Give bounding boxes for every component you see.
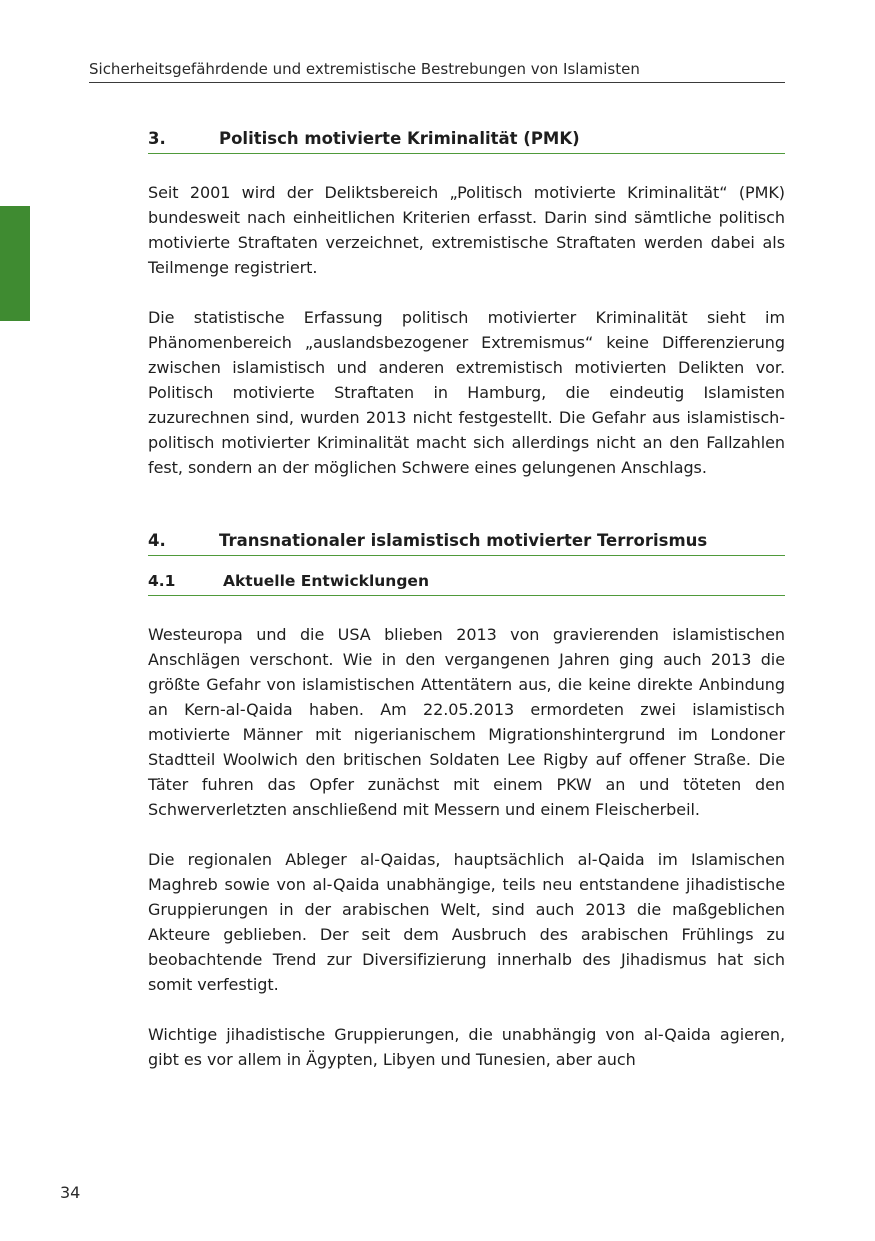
section-4-heading <box>148 530 785 556</box>
paragraph: Wichtige jihadistische Gruppierungen, die unabhängig von al-Qaida agieren, gibt es vor allem in Ägypten, Libyen und Tunesien, aber auch <box>148 1025 785 1069</box>
page-content <box>148 128 785 1072</box>
paragraph: Seit 2001 wird der Deliktsbereich „Politisch motivierte Kriminalität“ (PMK) bundesweit nach einheitlichen Kriterien erfasst. Darin sind sämtliche politisch motivierte Straftaten verzeichnet, extremistische Straftaten werden dabei als Teilmenge registriert. <box>148 183 785 277</box>
section-3-number: 3. <box>148 129 166 148</box>
paragraph: Die regionalen Ableger al-Qaidas, hauptsächlich al-Qaida im Islamischen Maghreb sowie von al-Qaida unabhängige, teils neu entstandene jihadistische Gruppierungen in der arabischen Welt, sind auch 2013 die maßgeblichen Akteure geblieben. Der seit dem Ausbruch des arabischen Frühlings zu beobachtende Trend zur Diversifizierung innerhalb des Jihadismus hat sich somit verfestigt. <box>148 850 785 994</box>
section-4-1-heading <box>148 570 785 596</box>
section-4-number: 4. <box>148 531 166 550</box>
paragraph: Westeuropa und die USA blieben 2013 von gravierenden islamistischen Anschlägen verschont. Wie in den vergangenen Jahren ging auch 2013 die größte Gefahr von islamistischen Attentätern aus, die keine direkte Anbindung an Kern-al-Qaida haben. Am 22.05.2013 ermordeten zwei islamistisch motivierte Männer mit nigerianischem Migrationshintergrund im Londoner Stadtteil Woolwich den britischen Soldaten Lee Rigby auf offener Straße. Die Täter fuhren das Opfer zunächst mit einem PKW an und töteten den Schwerverletzten anschließend mit Messern und einem Fleischerbeil. <box>148 625 785 819</box>
running-header: Sicherheitsgefährdende und extremistische Bestrebungen von Islamisten <box>89 60 640 78</box>
header-rule <box>89 82 785 83</box>
section-4-title: Transnationaler islamistisch motivierter Terrorismus <box>219 531 708 550</box>
section-3-title: Politisch motivierte Kriminalität (PMK) <box>219 129 580 148</box>
section-3-heading <box>148 128 785 154</box>
page-number: 34 <box>60 1183 81 1202</box>
section-4-1-number: 4.1 <box>148 572 176 590</box>
chapter-tab-marker <box>0 206 30 321</box>
section-4-1-title: Aktuelle Entwicklungen <box>223 572 429 590</box>
paragraph: Die statistische Erfassung politisch motivierter Kriminalität sieht im Phänomenbereich „auslandsbezogener Extremismus“ keine Differenzierung zwischen islamistisch und anderen extremistisch motivierten Delikten vor. Politisch motivierte Straftaten in Hamburg, die eindeutig Islamisten zuzurechnen sind, wurden 2013 nicht festgestellt. Die Gefahr aus islamistisch-politisch motivierter Kriminalität macht sich allerdings nicht an den Fallzahlen fest, sondern an der möglichen Schwere eines gelungenen Anschlags. <box>148 308 785 477</box>
